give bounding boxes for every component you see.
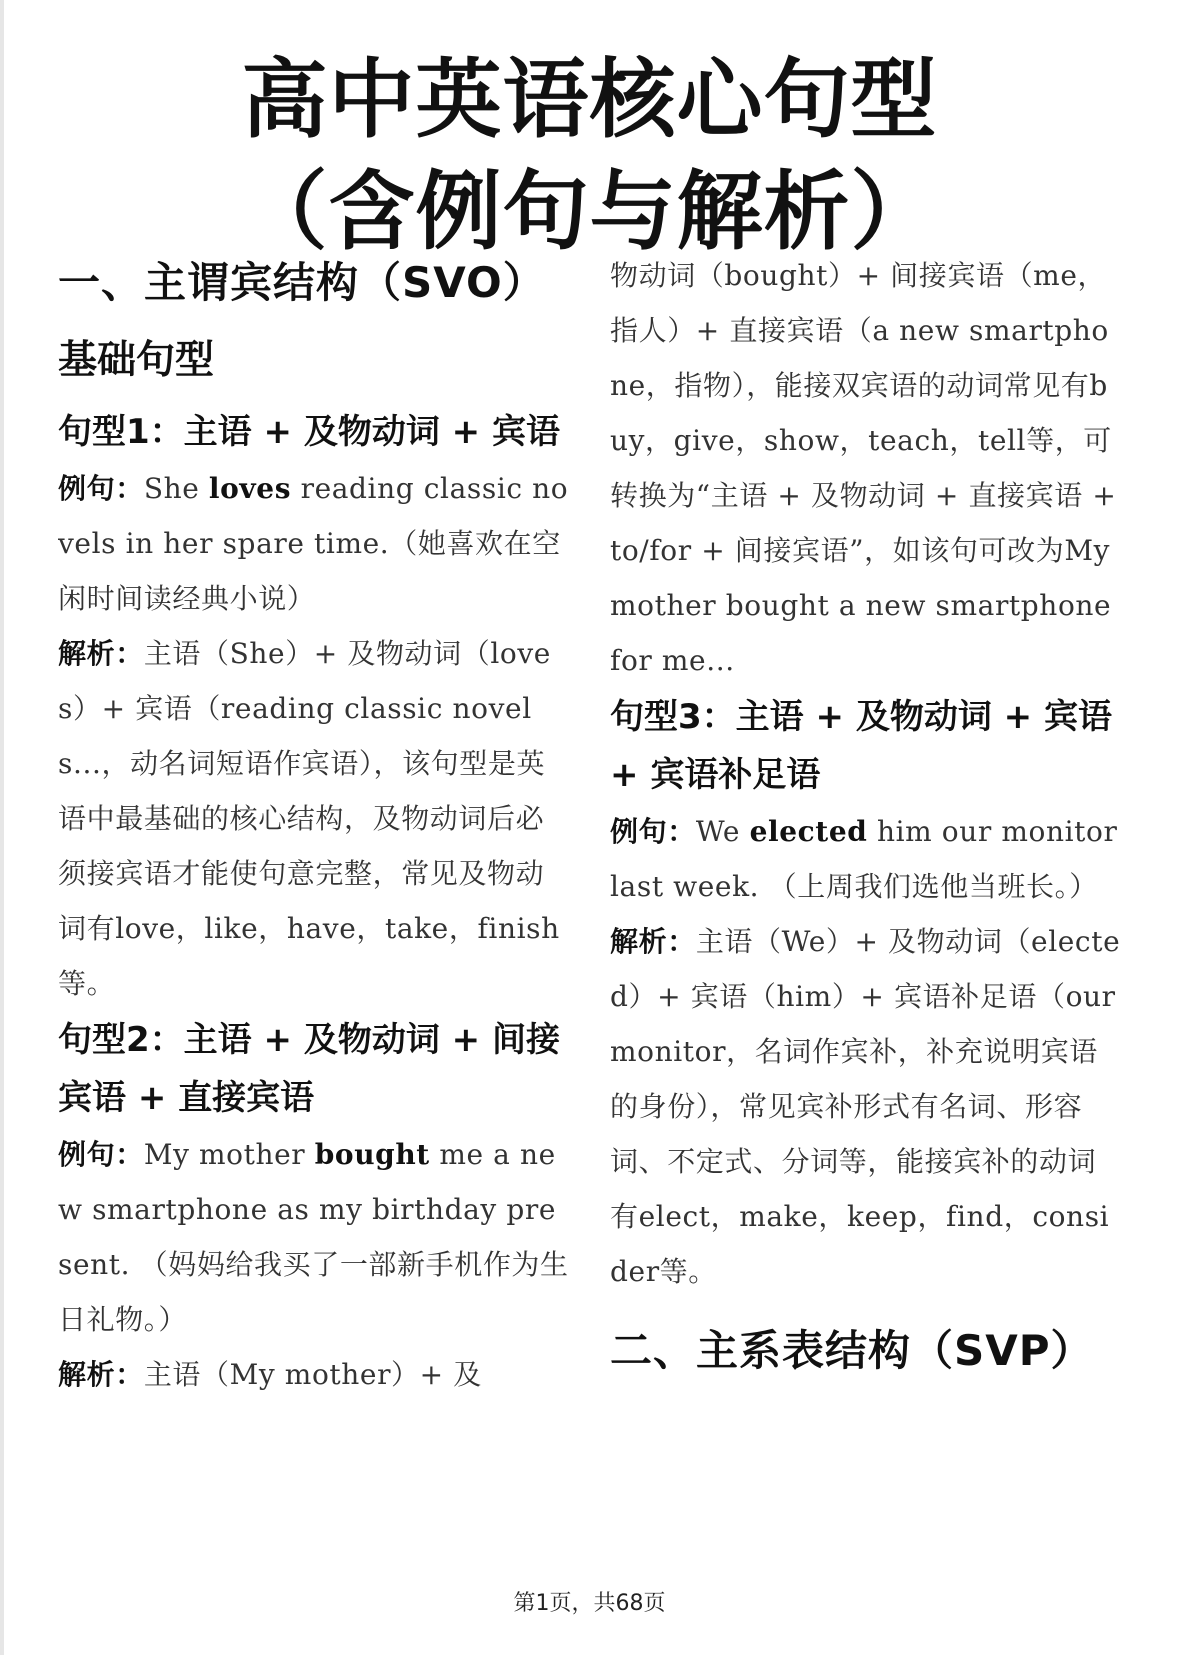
section-heading-svo: 一、主谓宾结构（SVO） [58,258,546,307]
pattern-1-analysis [58,626,570,1011]
left-column [58,253,570,1402]
example-label: 例句： [610,815,696,848]
analysis-label: 解析： [610,925,696,958]
analysis-text: 主语（We）+ 及物动词（elected）+ 宾语（him）+ 宾语补足语（our monitor，名词作宾补，补充说明宾语的身份），常见宾补形式有名词、形容词、不定式、分词等，能接宾补的动词有elect，make，keep，find，consider等。 [610,925,1121,1288]
pattern-3-heading: 句型3：主语 + 及物动词 + 宾语 + 宾语补足语 [610,697,1112,795]
right-column [610,248,1122,1401]
example-text-post: reading classic novels in her spare time.（她喜欢在空闲时间读经典小说） [58,472,569,615]
pattern-2-heading: 句型2：主语 + 及物动词 + 间接宾语 + 直接宾语 [58,1020,560,1118]
example-keyword: bought [314,1138,430,1171]
title-line-2: （含例句与解析） [241,162,938,262]
pattern-1-example [58,461,570,626]
document-title [0,44,1179,268]
example-text-post: me a new smartphone as my birthday present. （妈妈给我买了一部新手机作为生日礼物。） [58,1138,569,1336]
title-line-1: 高中英语核心句型 [241,50,938,150]
analysis-text: 主语（She）+ 及物动词（loves）+ 宾语（reading classic novels...，动名词短语作宾语），该句型是英语中最基础的核心结构，及物动词后必须接宾语才能使句意完整，常见及物动词有love，like，have，take，finish等。 [58,637,560,1000]
example-label: 例句： [58,472,144,505]
analysis-label: 解析： [58,1358,144,1391]
analysis-label: 解析： [58,637,144,670]
page-number: 第1页，共68页 [513,1591,666,1616]
example-text-pre: We [695,815,750,848]
example-keyword: loves [208,472,292,505]
section-heading-svp: 二、主系表结构（SVP） [610,1326,1094,1375]
pattern-2-analysis-continued: 物动词（bought）+ 间接宾语（me，指人）+ 直接宾语（a new smartphone，指物），能接双宾语的动词常见有buy，give，show，teach，tell等，可转换为“主语 + 及物动词 + 直接宾语 + to/for + 间接宾语”，如该句可改为My mother bought a new smartphone for me... [610,259,1117,677]
pattern-3-analysis [610,914,1122,1299]
example-text-pre: She [143,472,209,505]
example-text-post: him our monitor last week. （上周我们选他当班长。） [610,815,1118,903]
pattern-2-analysis [58,1347,570,1402]
example-keyword: elected [749,815,868,848]
example-label: 例句： [58,1138,144,1171]
analysis-text: 主语（My mother）+ 及 [143,1358,482,1391]
pattern-3-example [610,804,1122,914]
example-text-pre: My mother [143,1138,315,1171]
pattern-2-example [58,1127,570,1347]
pattern-1-heading: 句型1：主语 + 及物动词 + 宾语 [58,412,560,452]
subheading-basic-patterns: 基础句型 [58,338,215,383]
